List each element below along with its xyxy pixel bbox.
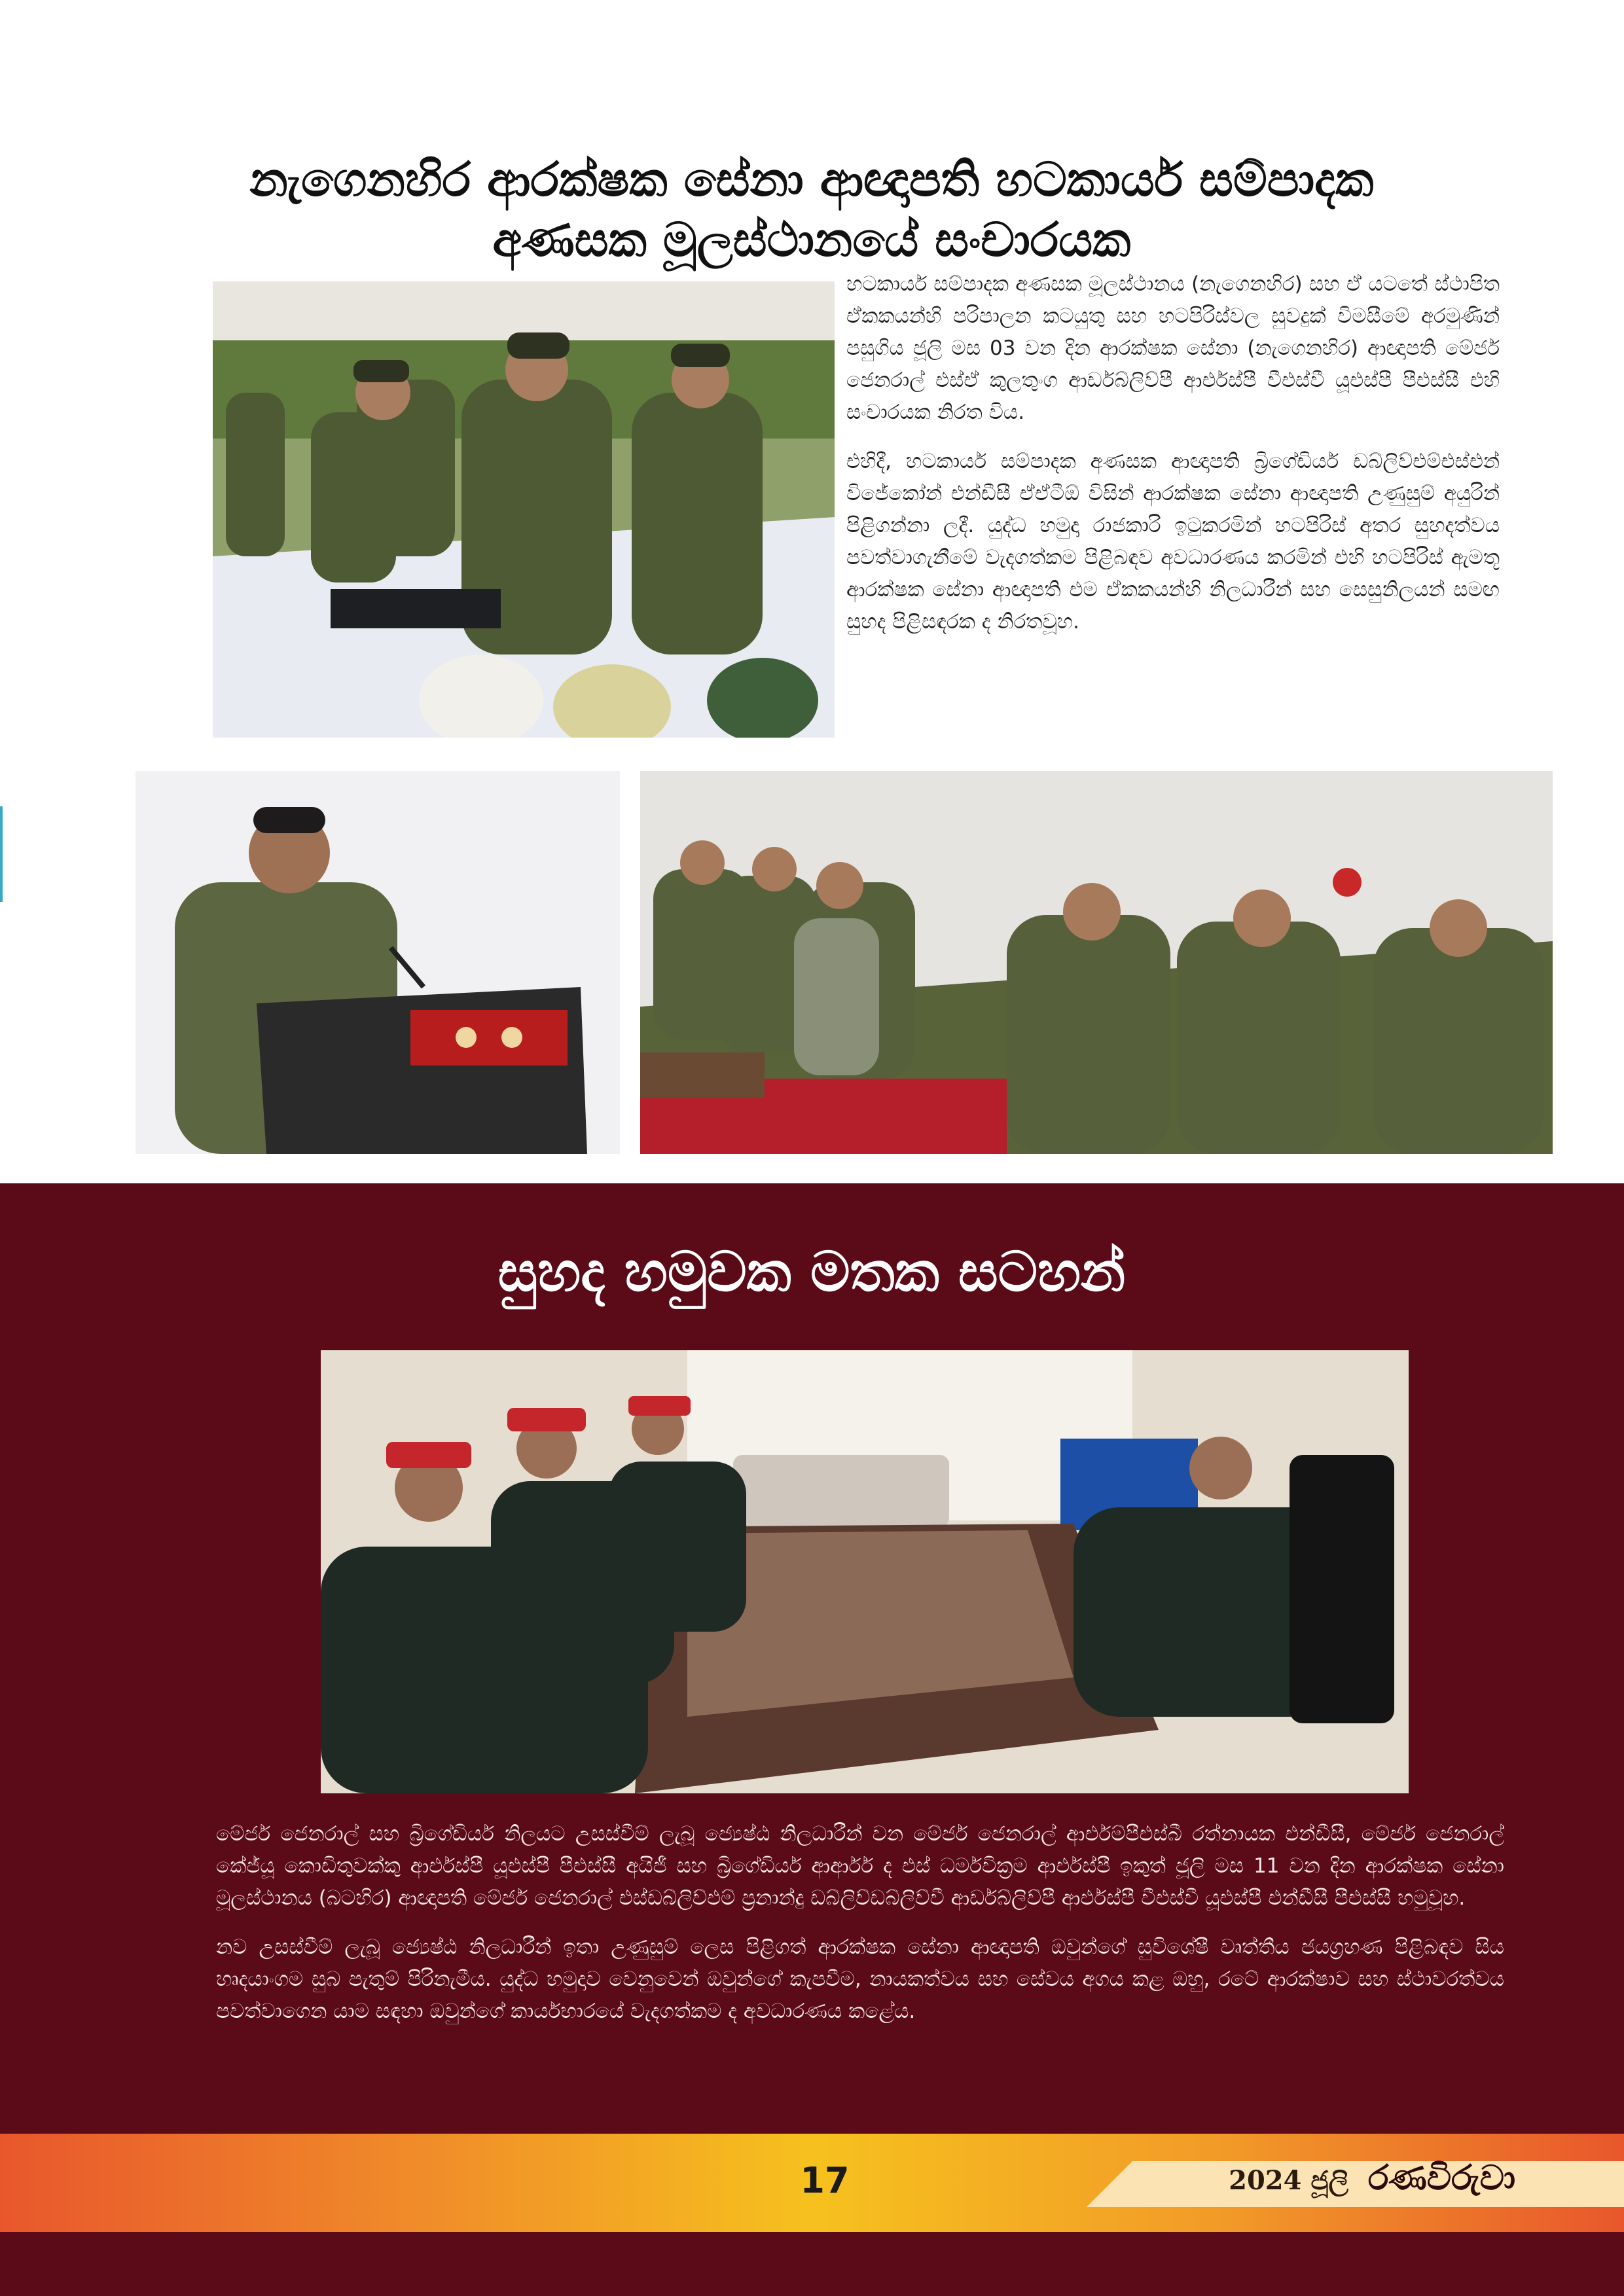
article2-paragraph1: මේජර් ජෙනරාල් සහ බ්‍රිගේඩියර් නිලයට උසස්වීම් ලැබූ ජ්‍යෙෂ්ඨ නිලධාරීන් වන මේජර් ජෙනරාල් ආර්එම්පීඑස්බී රත්නායක එන්ඩීසී, මේජර් ජෙනරාල් කේජ්යූ කොඩිතුවක්කු ආර්එස්පී යූඑස්පී පීඑස්සී අයිජී සහ බ්‍රිගේඩියර් ආර්ආර් ද එස් ධර්මවික්‍රම ආර්එස්පී ඉකුත් ජූලි මස 11 වන දින ආරක්ෂක සේනා මූලස්ථානය (බටහිර) ආඥාපති මේජර් ජෙනරාල් එස්ඩබ්ලිව්එම් ප්‍රනාන්දු ඩබ්ලිව්ඩබ්ලිව්වී ආර්ඩබ්ලිව්පී ආර්එස්පී වීඑස්වී යූඑස්පී එන්ඩීසී පීඑස්සී හමුවූහ. — [216, 1822, 1504, 1910]
photo-speaker-podium — [135, 771, 620, 1154]
photo-inspection-display — [213, 281, 835, 738]
photo-seated-audience — [640, 771, 1553, 1154]
article1-text — [846, 268, 1500, 655]
article2-title: සුහද හමුවක මතක සටහන් — [497, 1240, 1126, 1304]
article1-paragraph2: එහිදී, හටකාර්ය සම්පාදක අණසක ආඥාපති බ්‍රිගේඩියර් ඩබ්ලිව්එම්එස්එන් විජේකෝන් එන්ඩීසී ඒඒටීඕ විසින් ආරක්ෂක සේනා ආඥාපති උණුසුම් අයුරින් පිළිගන්නා ලදී. යුද්ධ හමුදා රාජකාරි ඉටුකරමින් හටපිරිස් අතර සුහදත්වය පවත්වාගැනීමේ වැදගත්කම පිළිබඳව අවධාරණය කරමින් එහි හටපිරිස් ඇමතූ ආරක්ෂක සේනා ආඥාපති එම ඒකකයන්හි නිලධාරීන් සහ සෙසුනිලයන් සමඟ සුහද පිළිසඳරක ද නිරතවූහ. — [846, 450, 1500, 634]
photo-inspection-illustration — [213, 281, 835, 738]
article2-text — [216, 1818, 1504, 2045]
article1-paragraph1: හටකාර්ය සම්පාදක අණසක මූලස්ථානය (නැගෙනහිර) සහ ඒ යටතේ ස්ථාපිත ඒකකයන්හි පරිපාලන කටයුතු සහ හටපිරිස්වල සුවදුක් විමසීමේ අරමුණින් පසුගිය ජූලි මස 03 වන දින ආරක්ෂක සේනා (නැගෙනහිර) ආඥාපති මේජර් ජෙනරාල් එස්ඒ කුලතුංග ආර්ඩබ්ලිව්පී ආර්එස්පී වීඑස්වී යූඑස්පී පීඑස්සී එහි සංචාරයක නිරත විය. — [846, 272, 1500, 424]
photo-office-meeting — [321, 1350, 1409, 1793]
page-number: 17 — [800, 2160, 850, 2201]
photo-meeting-illustration — [321, 1350, 1409, 1793]
photo-speaker-illustration — [135, 771, 620, 1154]
photo-audience-illustration — [640, 771, 1553, 1154]
article1-title — [157, 149, 1466, 270]
article1-title-line1: නැගෙනහිර ආරක්ෂක සේනා ආඥාපති හටකාර්ය සම්පාදක — [249, 152, 1374, 207]
issue-date: 2024 ජූලි — [1229, 2165, 1348, 2196]
magazine-logo: රණවිරුවා — [1368, 2159, 1516, 2198]
article2-paragraph2: නව උසස්වීම් ලැබූ ජ්‍යෙෂ්ඨ නිලධාරීන් ඉතා උණුසුම් ලෙස පිළිගත් ආරක්ෂක සේනා ආඥාපති ඔවුන්ගේ සුවිශේෂී වෘත්තීය ජයග්‍රහණ පිළිබඳව සිය හෘදයාංගම සුබ පැතුම් පිරිනැමීය. යුද්ධ හමුදාව වෙනුවෙන් ඔවුන්ගේ කැපවීම, නායකත්වය සහ සේවය අගය කළ ඔහු, රටේ ආරක්ෂාව සහ ස්ථාවරත්වය පවත්වාගෙන යාම සඳහා ඔවුන්ගේ කාර්යභාරයේ වැදගත්කම ද අවධාරණය කළේය. — [216, 1935, 1504, 2023]
footer-bottom-strip — [0, 2232, 1624, 2296]
side-edge-mark — [0, 806, 3, 902]
article1-title-line2: අණසක මූලස්ථානයේ සංචාරයක — [492, 212, 1131, 267]
